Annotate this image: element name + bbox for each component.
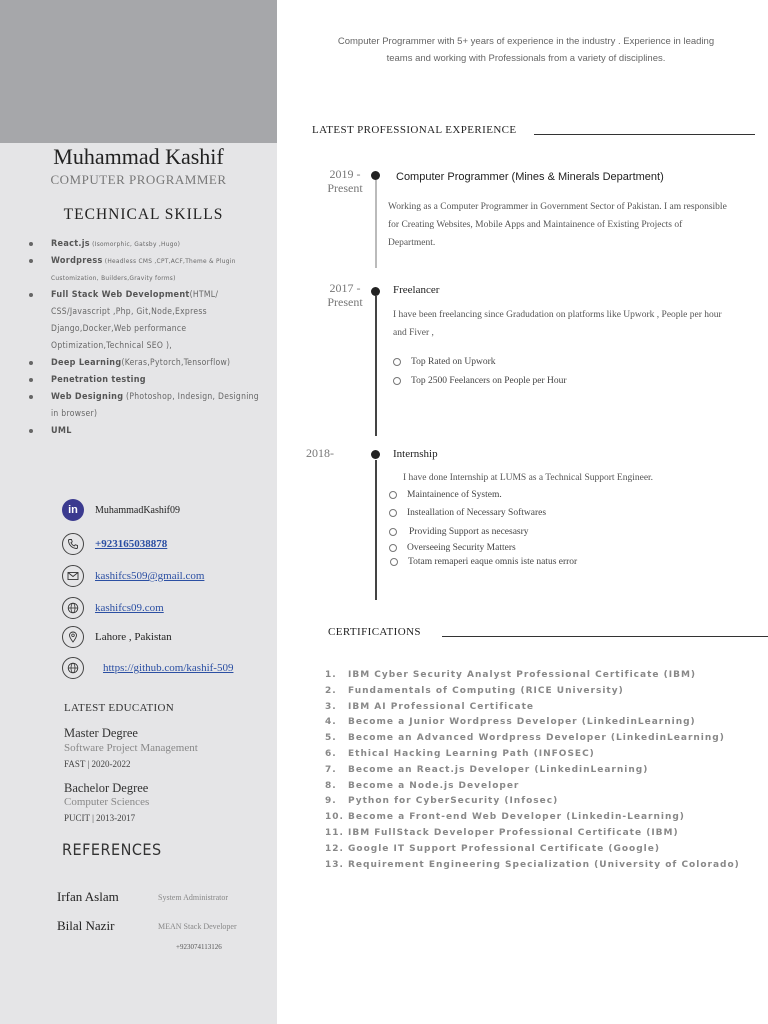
circle-bullet-icon — [393, 377, 401, 385]
profile-summary: Computer Programmer with 5+ years of experience in the industry . Experience in leading teams and working with Professionals from a variety of disciplines. — [337, 36, 715, 64]
job-date: 2018- — [306, 446, 334, 460]
skills-heading: TECHNICAL SKILLS — [63, 206, 224, 223]
certification-item: 13. Requirement Engineering Specialization (University of Colorado) — [325, 859, 740, 870]
job-description: Working as a Computer Programmer in Government Sector of Pakistan. I am responsible for Creating Websites, Mobile Apps and Maintainence of Existing Projects of Department. — [388, 202, 727, 248]
linkedin-handle: MuhammadKashif09 — [95, 504, 180, 516]
certification-item: 7. Become an React.js Developer (LinkedinLearning) — [325, 764, 649, 775]
certification-item: 5. Become an Advanced Wordpress Developer (LinkedinLearning) — [325, 733, 725, 744]
job-bullet: Overseeing Security Matters — [389, 543, 516, 553]
skill-item — [28, 389, 263, 423]
reference-name: Bilal Nazir — [57, 918, 115, 933]
certifications-list — [325, 670, 740, 875]
location-text: Lahore , Pakistan — [95, 631, 172, 643]
references-heading: REFERENCES — [62, 840, 162, 859]
circle-bullet-icon — [389, 491, 397, 499]
skill-detail: (Photoshop, Indesign, Designing in browser) — [51, 392, 259, 419]
degree-title: Bachelor Degree — [64, 781, 149, 795]
education-heading: LATEST EDUCATION — [64, 702, 175, 714]
job-bullet: Top Rated on Upwork — [393, 357, 496, 367]
contact-email[interactable] — [62, 563, 204, 589]
job-bullet: Maintainence of System. — [389, 490, 502, 500]
globe-icon — [62, 657, 84, 679]
phone-icon — [62, 533, 84, 555]
skill-name: Penetration testing — [51, 375, 146, 385]
job-description: I have been freelancing since Gradudation on platforms like Upwork , People per hour and Fiver , — [393, 310, 722, 338]
mail-icon — [62, 565, 84, 587]
certification-item: 3. IBM AI Professional Certificate — [325, 701, 535, 712]
profile-role: COMPUTER PROGRAMMER — [50, 172, 227, 187]
contact-location — [62, 624, 172, 650]
degree-field: Computer Sciences — [64, 796, 150, 808]
skill-name: Wordpress — [51, 256, 103, 266]
skills-list — [28, 236, 263, 440]
reference-role: MEAN Stack Developer — [158, 922, 237, 931]
timeline-dot — [371, 450, 380, 459]
certification-item: 1. IBM Cyber Security Analyst Professional Certificate (IBM) — [325, 670, 697, 680]
timeline-line — [375, 296, 377, 436]
section-divider — [442, 636, 768, 637]
experience-heading: LATEST PROFESSIONAL EXPERIENCE — [312, 124, 517, 136]
skill-name: React.js — [51, 239, 90, 249]
job-description: I have done Internship at LUMS as a Technical Support Engineer. — [403, 473, 654, 483]
email-link[interactable]: kashifcs509@gmail.com — [95, 570, 205, 582]
certification-item: 4. Become a Junior Wordpress Developer (LinkedinLearning) — [325, 717, 696, 728]
job-bullet: Insteallation of Necessary Softwares — [389, 508, 546, 518]
skill-item — [28, 355, 263, 372]
certification-item: 9. Python for CyberSecurity (Infosec) — [325, 796, 559, 807]
skill-item — [28, 287, 263, 355]
contact-website[interactable] — [62, 595, 164, 621]
timeline-dot — [371, 171, 380, 180]
degree-institute: PUCIT | 2013-2017 — [64, 813, 136, 823]
job-bullet: Top 2500 Feelancers on People per Hour — [393, 376, 567, 386]
skill-name: Web Designing — [51, 392, 124, 402]
linkedin-icon: in — [62, 499, 84, 521]
profile-name: Muhammad Kashif — [53, 144, 224, 169]
skill-item — [28, 253, 263, 287]
circle-bullet-icon — [393, 358, 401, 366]
job-bullet: Totam remaperi eaque omnis iste natus error — [390, 557, 577, 567]
contact-phone[interactable] — [62, 531, 167, 557]
section-divider — [534, 134, 755, 135]
timeline-line — [375, 460, 377, 600]
skill-detail: (HTML/ CSS/Javascript ,Php, Git,Node,Express Django,Docker,Web performance Optimization,Technical SEO ), — [51, 290, 219, 351]
location-pin-icon — [62, 626, 84, 648]
github-link[interactable]: https://github.com/kashif-509 — [103, 662, 234, 674]
degree-institute: FAST | 2020-2022 — [64, 759, 131, 769]
certification-item: 6. Ethical Hacking Learning Path (INFOSEC) — [325, 748, 595, 759]
certifications-heading: CERTIFICATIONS — [328, 626, 421, 638]
skill-name: Deep Learning — [51, 358, 122, 368]
certification-item: 8. Become a Node.js Developer — [325, 780, 520, 791]
skill-detail: (Headless CMS ,CPT,ACF,Theme & Plugin Customization, Builders,Gravity forms) — [51, 257, 236, 282]
circle-bullet-icon — [389, 528, 397, 536]
skill-item — [28, 423, 263, 440]
skill-item — [28, 236, 263, 253]
website-link[interactable]: kashifcs09.com — [95, 602, 164, 614]
contact-linkedin[interactable] — [62, 497, 180, 523]
circle-bullet-icon — [389, 509, 397, 517]
skill-name: Full Stack Web Development — [51, 290, 190, 300]
job-title: Internship — [393, 448, 438, 460]
certification-item: 11. IBM FullStack Developer Professional Certificate (IBM) — [325, 827, 679, 838]
certification-item: 10. Become a Front-end Web Developer (Linkedin-Learning) — [325, 812, 685, 823]
skill-name: UML — [51, 426, 72, 436]
job-date: 2017 - Present — [327, 281, 363, 309]
sidebar-header-band — [0, 0, 277, 143]
degree-field: Software Project Management — [64, 742, 198, 754]
job-date: 2019 - Present — [327, 167, 363, 195]
job-title: Freelancer — [393, 284, 440, 296]
reference-role: System Administrator — [158, 893, 228, 902]
globe-icon — [62, 597, 84, 619]
reference-name: Irfan Aslam — [57, 889, 119, 904]
phone-link[interactable]: +923165038878 — [95, 538, 168, 550]
timeline-dot — [371, 287, 380, 296]
timeline-line — [375, 180, 377, 268]
job-title: Computer Programmer (Mines & Minerals Department) — [396, 171, 664, 183]
certification-item: 2. Fundamentals of Computing (RICE University) — [325, 685, 624, 696]
job-bullet: Providing Support as necesasry — [389, 527, 529, 537]
degree-title: Master Degree — [64, 726, 138, 740]
skill-item — [28, 372, 263, 389]
skill-detail: (Keras,Pytorch,Tensorflow) — [121, 358, 231, 368]
skill-detail: (Isomorphic, Gatsby ,Hugo) — [89, 240, 181, 248]
reference-phone: +923074113126 — [176, 943, 222, 951]
circle-bullet-icon — [390, 558, 398, 566]
contact-github[interactable] — [62, 655, 233, 681]
certification-item: 12. Google IT Support Professional Certificate (Google) — [325, 843, 660, 854]
circle-bullet-icon — [389, 544, 397, 552]
